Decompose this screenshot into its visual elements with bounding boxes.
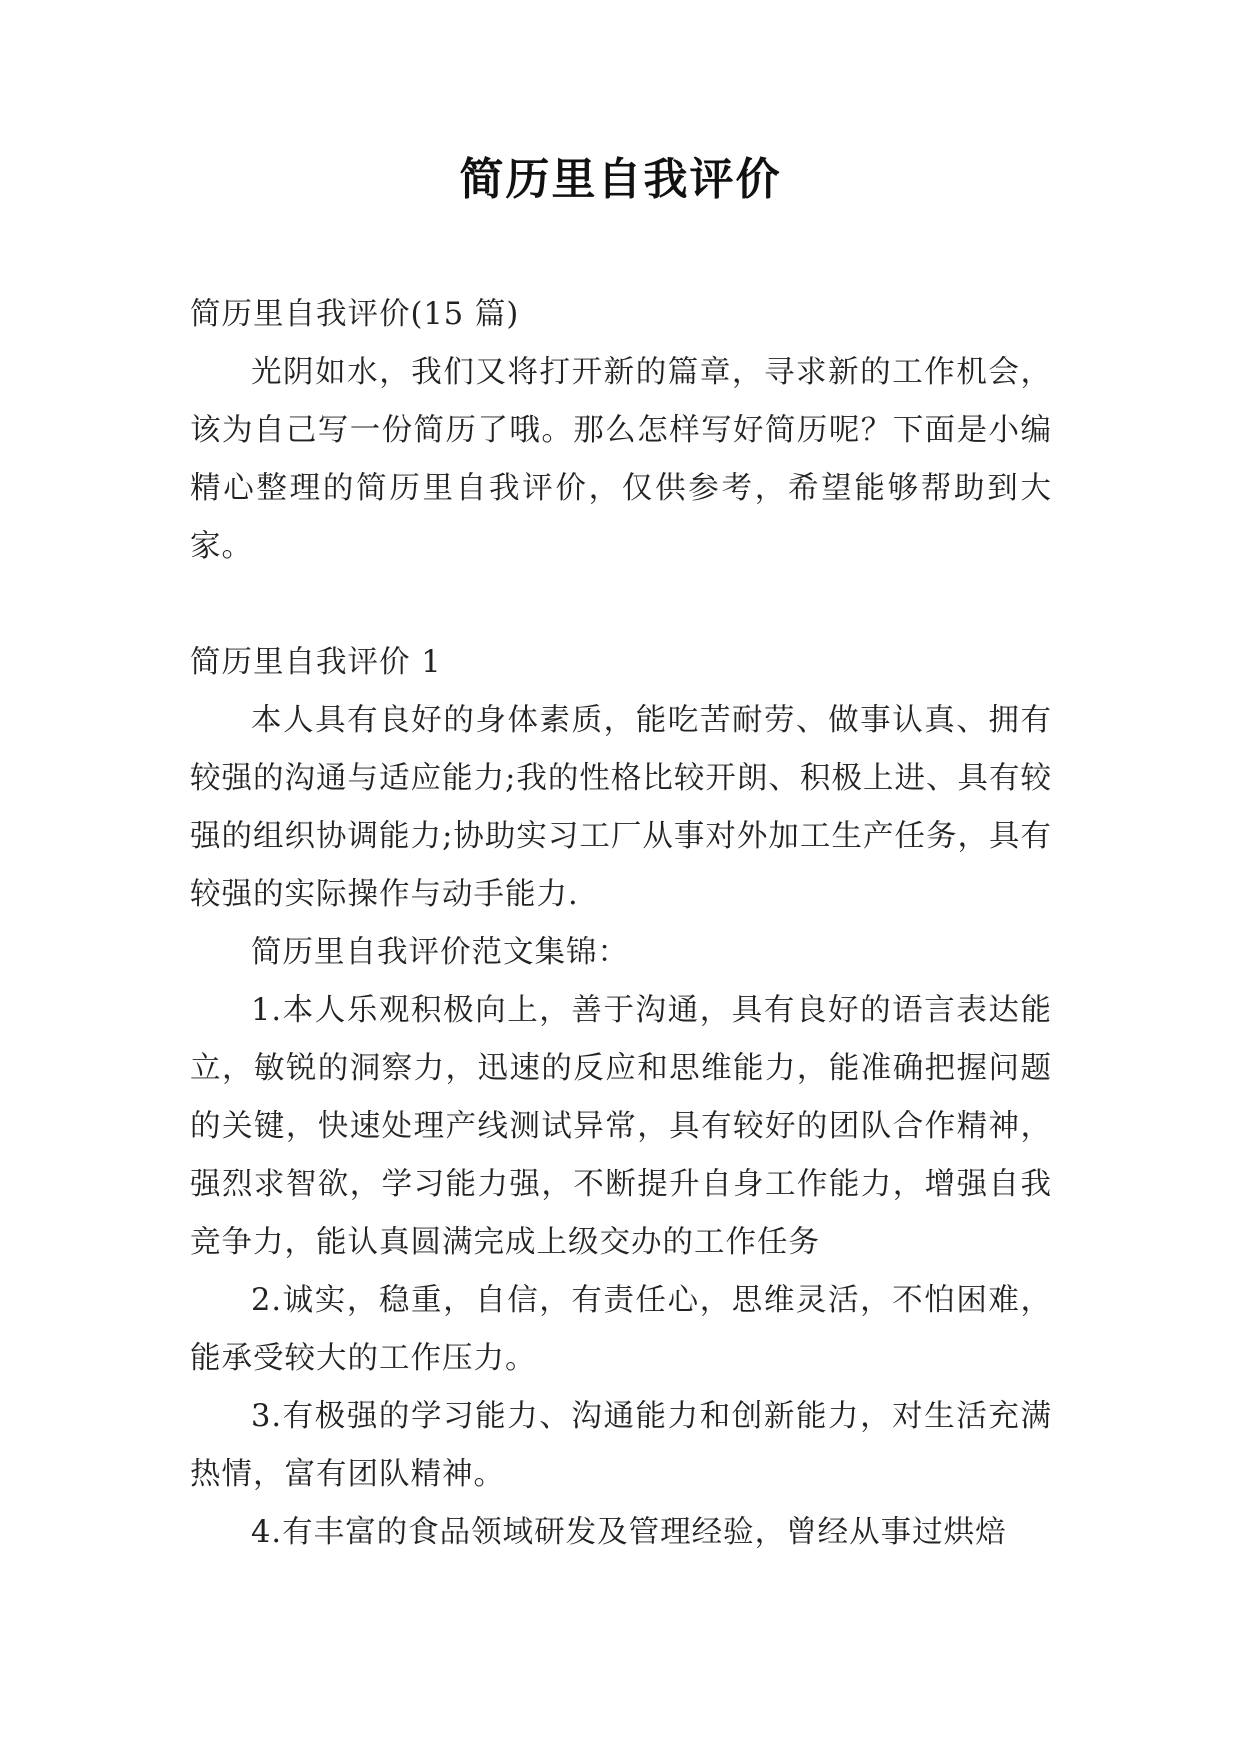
section-heading: 简历里自我评价 1 <box>190 645 442 680</box>
document-subtitle: 简历里自我评价(15 篇) <box>190 297 520 332</box>
list-item: 3.有极强的学习能力、沟通能力和创新能力，对生活充满热情，富有团队精神。 <box>190 1399 1052 1492</box>
intro-paragraph: 光阴如水，我们又将打开新的篇章，寻求新的工作机会，该为自己写一份简历了哦。那么怎样写好简历呢？下面是小编精心整理的简历里自我评价，仅供参考，希望能够帮助到大家。 <box>190 355 1052 564</box>
document-title: 简历里自我评价 <box>459 154 782 205</box>
section-paragraph: 本人具有良好的身体素质，能吃苦耐劳、做事认真、拥有较强的沟通与适应能力;我的性格比较开朗、积极上进、具有较强的组织协调能力;协助实习工厂从事对外加工生产任务，具有较强的实际操作与动手能力. <box>190 703 1052 912</box>
collection-label: 简历里自我评价范文集锦： <box>251 935 629 970</box>
list-item: 2.诚实，稳重，自信，有责任心，思维灵活，不怕困难，能承受较大的工作压力。 <box>190 1283 1052 1376</box>
paragraph-spacer <box>190 576 1052 634</box>
list-item: 4.有丰富的食品领域研发及管理经验，曾经从事过烘焙 <box>251 1515 1007 1550</box>
document-body <box>190 286 1052 1562</box>
list-item: 1.本人乐观积极向上，善于沟通，具有良好的语言表达能立，敏锐的洞察力，迅速的反应和思维能力，能准确把握问题的关键，快速处理产线测试异常，具有较好的团队合作精神，强烈求智欲，学习能力强，不断提升自身工作能力，增强自我竞争力，能认真圆满完成上级交办的工作任务 <box>190 993 1052 1260</box>
